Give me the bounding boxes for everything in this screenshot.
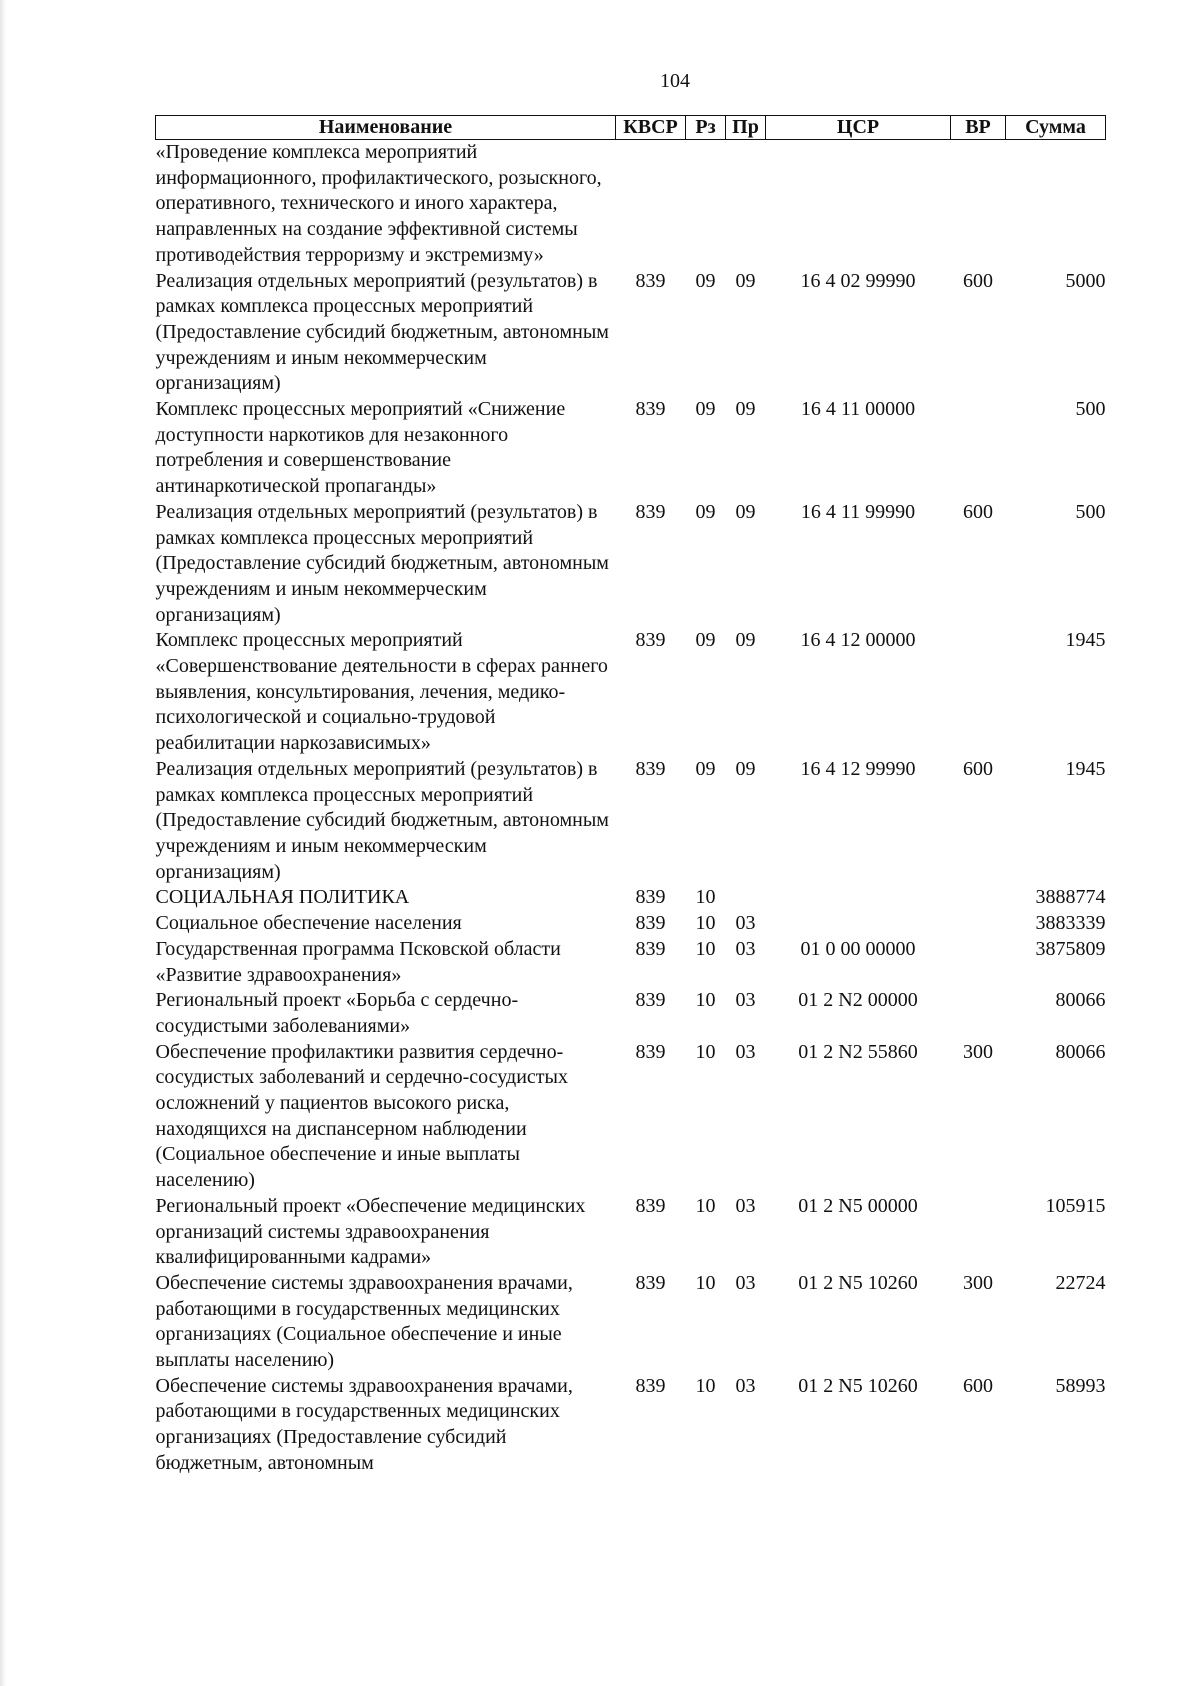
cell-csr — [766, 885, 951, 911]
header-name: Наименование — [156, 116, 616, 140]
cell-pr: 03 — [735, 989, 756, 1012]
cell-rz: 10 — [695, 1374, 716, 1397]
cell-vr: 600 — [963, 269, 993, 292]
cell-pr: 09 — [735, 629, 756, 652]
cell-sum: 1945 — [1065, 757, 1106, 780]
header-kvsr: КВСР — [616, 116, 686, 140]
cell-csr: 16 4 02 99990 — [800, 269, 916, 292]
cell-vr — [951, 628, 1006, 757]
cell-name: Обеспечение системы здравоохранения врачами, работающими в государственных медицинских организациях (Социальное обеспечение и иные выплаты населению) — [155, 1271, 573, 1372]
cell-name: Региональный проект «Обеспечение медицинских организаций системы здравоохранения квалифицированными кадрами» — [155, 1194, 586, 1269]
cell-vr — [951, 1194, 1006, 1271]
cell-pr: 09 — [735, 500, 756, 523]
table-row — [156, 988, 1106, 1039]
cell-sum: 22724 — [1055, 1271, 1106, 1294]
cell-sum: 105915 — [1045, 1194, 1106, 1217]
cell-rz: 09 — [695, 398, 716, 421]
table-row — [156, 269, 1106, 398]
cell-name: Обеспечение системы здравоохранения врачами, работающими в государственных медицинских организациях (Предоставление субсидий бюджетным, автономным — [155, 1374, 573, 1474]
cell-kvsr: 839 — [635, 1271, 666, 1294]
cell-rz: 09 — [695, 757, 716, 780]
cell-sum: 58993 — [1055, 1374, 1106, 1397]
cell-sum: 500 — [1075, 398, 1106, 421]
budget-table — [155, 115, 1106, 1477]
cell-csr: 16 4 11 00000 — [800, 398, 916, 421]
cell-rz: 10 — [695, 886, 716, 909]
cell-sum: 80066 — [1055, 1040, 1106, 1063]
cell-vr — [951, 911, 1006, 937]
table-row — [156, 140, 1106, 269]
cell-name: Комплекс процессных мероприятий «Совершенствование деятельности в сферах раннего выявления, консультирования, лечения, медико-психологической и социально-трудовой реабилитации наркозависимых» — [155, 629, 608, 755]
cell-rz: 09 — [695, 269, 716, 292]
cell-vr — [951, 937, 1006, 988]
cell-pr: 03 — [735, 1271, 756, 1294]
cell-csr: 01 2 N2 55860 — [798, 1040, 918, 1063]
cell-kvsr: 839 — [635, 1374, 666, 1397]
cell-name: Социальное обеспечение населения — [155, 912, 462, 935]
table-row — [156, 885, 1106, 911]
cell-vr — [951, 988, 1006, 1039]
cell-pr: 03 — [735, 1374, 756, 1397]
table-row — [156, 1374, 1106, 1477]
cell-vr — [951, 885, 1006, 911]
cell-kvsr: 839 — [635, 757, 666, 780]
cell-rz: 09 — [695, 500, 716, 523]
cell-pr: 09 — [735, 398, 756, 421]
page-number: 104 — [660, 70, 690, 92]
cell-kvsr: 839 — [635, 629, 666, 652]
cell-sum: 3888774 — [1035, 886, 1106, 909]
cell-pr: 09 — [735, 269, 756, 292]
cell-name: Комплекс процессных мероприятий «Снижение доступности наркотиков для незаконного потребления и совершенствование антинаркотической пропаганды» — [155, 398, 566, 498]
table-row — [156, 397, 1106, 500]
cell-csr: 16 4 12 99990 — [800, 757, 916, 780]
cell-kvsr: 839 — [635, 1194, 666, 1217]
cell-kvsr: 839 — [635, 989, 666, 1012]
table-header-row — [156, 116, 1106, 140]
cell-kvsr — [616, 140, 686, 269]
scan-edge — [0, 0, 6, 1686]
cell-kvsr: 839 — [635, 937, 666, 960]
cell-vr: 600 — [963, 757, 993, 780]
header-pr: Пр — [726, 116, 766, 140]
cell-vr — [951, 397, 1006, 500]
cell-sum: 80066 — [1055, 989, 1106, 1012]
table-row — [156, 937, 1106, 988]
cell-vr — [951, 140, 1006, 269]
cell-rz — [686, 140, 726, 269]
table-row — [156, 757, 1106, 886]
cell-kvsr: 839 — [635, 912, 666, 935]
cell-csr: 01 2 N5 10260 — [798, 1374, 918, 1397]
cell-rz: 10 — [695, 1194, 716, 1217]
cell-pr: 03 — [735, 1040, 756, 1063]
table-row — [156, 628, 1106, 757]
header-csr: ЦСР — [766, 116, 951, 140]
cell-pr: 09 — [735, 757, 756, 780]
cell-csr — [766, 911, 951, 937]
cell-sum: 5000 — [1065, 269, 1106, 292]
cell-name: «Проведение комплекса мероприятий информационного, профилактического, розыскного, оперативного, технического и иного характера, направленных на создание эффективной системы противодействия терроризму и экстремизму» — [155, 141, 602, 266]
cell-sum — [1006, 140, 1106, 269]
cell-sum: 3875809 — [1035, 937, 1106, 960]
cell-name: Реализация отдельных мероприятий (результатов) в рамках комплекса процессных мероприятий (Предоставление субсидий бюджетным, автономным учреждениям и иным некоммерческим организациям) — [155, 757, 609, 883]
table-row — [156, 1271, 1106, 1374]
cell-pr — [726, 140, 766, 269]
table-row — [156, 1194, 1106, 1271]
cell-csr: 16 4 12 00000 — [800, 629, 916, 652]
cell-csr: 16 4 11 99990 — [800, 500, 916, 523]
table-row — [156, 500, 1106, 629]
cell-csr: 01 0 00 00000 — [800, 937, 916, 960]
table-body — [156, 140, 1106, 1477]
header-vr: ВР — [951, 116, 1006, 140]
cell-rz: 10 — [695, 1040, 716, 1063]
cell-kvsr: 839 — [635, 1040, 666, 1063]
cell-rz: 10 — [695, 1271, 716, 1294]
cell-pr: 03 — [735, 912, 756, 935]
cell-csr: 01 2 N2 00000 — [798, 989, 918, 1012]
cell-sum: 1945 — [1065, 629, 1106, 652]
cell-rz: 10 — [695, 912, 716, 935]
cell-sum: 500 — [1075, 500, 1106, 523]
cell-rz: 09 — [695, 629, 716, 652]
cell-kvsr: 839 — [635, 269, 666, 292]
cell-name: Реализация отдельных мероприятий (результатов) в рамках комплекса процессных мероприятий (Предоставление субсидий бюджетным, автономным учреждениям и иным некоммерческим организациям) — [155, 269, 609, 395]
cell-kvsr: 839 — [635, 500, 666, 523]
cell-vr: 600 — [963, 500, 993, 523]
cell-rz: 10 — [695, 989, 716, 1012]
table-row — [156, 1040, 1106, 1194]
cell-pr: 03 — [735, 937, 756, 960]
cell-vr: 300 — [963, 1040, 993, 1063]
cell-name: Государственная программа Псковской области «Развитие здравоохранения» — [155, 937, 561, 986]
table-row — [156, 911, 1106, 937]
cell-rz: 10 — [695, 937, 716, 960]
cell-csr — [766, 140, 951, 269]
cell-sum: 3883339 — [1035, 912, 1106, 935]
cell-vr: 300 — [963, 1271, 993, 1294]
cell-csr: 01 2 N5 00000 — [798, 1194, 918, 1217]
cell-name: СОЦИАЛЬНАЯ ПОЛИТИКА — [155, 886, 410, 909]
cell-name: Обеспечение профилактики развития сердечно-сосудистых заболеваний и сердечно-сосудистых осложнений у пациентов высокого риска, находящихся на диспансерном наблюдении (Социальное обеспечение и иные выплаты населению) — [155, 1040, 568, 1192]
cell-name: Реализация отдельных мероприятий (результатов) в рамках комплекса процессных мероприятий (Предоставление субсидий бюджетным, автономным учреждениям и иным некоммерческим организациям) — [155, 500, 609, 626]
cell-kvsr: 839 — [635, 398, 666, 421]
cell-vr: 600 — [963, 1374, 993, 1397]
cell-kvsr: 839 — [635, 886, 666, 909]
cell-pr: 03 — [735, 1194, 756, 1217]
cell-pr — [726, 885, 766, 911]
header-rz: Рз — [686, 116, 726, 140]
header-sum: Сумма — [1006, 116, 1106, 140]
cell-name: Региональный проект «Борьба с сердечно-сосудистыми заболеваниями» — [155, 989, 519, 1037]
cell-csr: 01 2 N5 10260 — [798, 1271, 918, 1294]
